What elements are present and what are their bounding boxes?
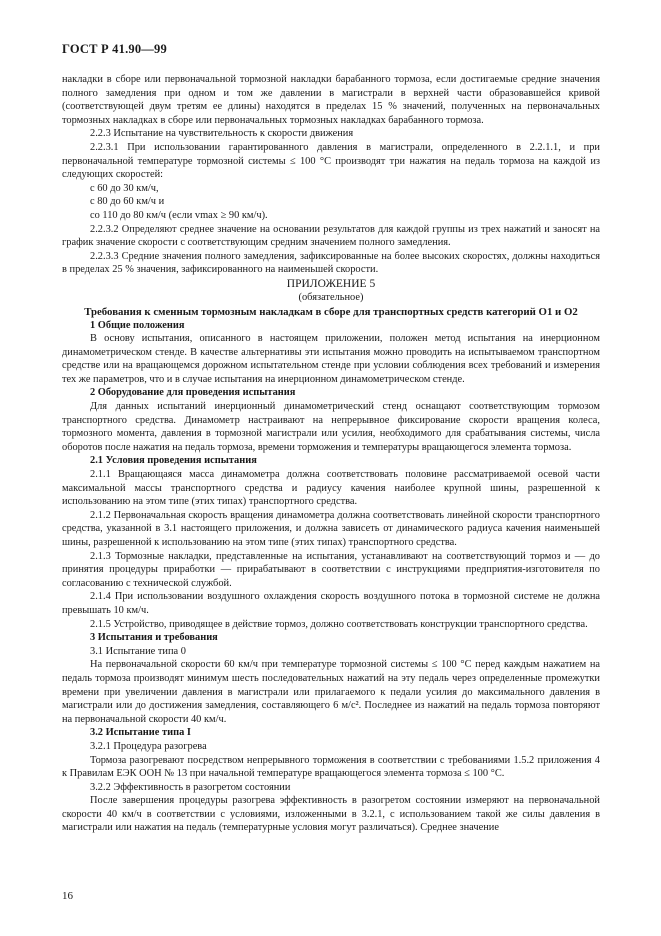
paragraph: 2.1.2 Первоначальная скорость вращения динамометра должна соответствовать линейной скорости транспортного средства, указанной в 3.1 настоящего приложения, и должна зависеть от динамического радиуса качения наименьшей шины, разрешенной к использованию на этом типе (этих типах) транспортного средства. <box>62 509 600 548</box>
paragraph: 3.2.2 Эффективность в разогретом состоянии <box>90 781 291 793</box>
paragraph: 3.2.1 Процедура разогрева <box>90 740 207 752</box>
paragraph: ПРИЛОЖЕНИЕ 5 <box>286 277 376 290</box>
section-heading: 2.1 Условия проведения испытания <box>90 455 257 467</box>
paragraph: 2.2.3.2 Определяют среднее значение на основании результатов для каждой группы из трех нажатий и заносят на график значение скорости с соответствующим средним значением полного замедления. <box>62 223 600 249</box>
section-heading: 3 Испытания и требования <box>90 632 218 644</box>
page-number: 16 <box>62 890 73 902</box>
paragraph: со 110 до 80 км/ч (если vmax ≥ 90 км/ч). <box>90 209 268 221</box>
paragraph: Тормоза разогревают посредством непрерывного торможения в соответствии с требованиями 1.5.2 приложения 4 к Правилам ЕЭК ООН № 13 при начальной температуре вращающегося элемента тормоза ≤ 100 °С. <box>62 754 600 780</box>
paragraph: 2.1.4 При использовании воздушного охлаждения скорость воздушного потока в тормозной системе не должна превышать 10 км/ч. <box>62 591 600 616</box>
paragraph: В основу испытания, описанного в настоящем приложении, положен метод испытания на инерционном динамометрическом стенде. В качестве альтернативы эти испытания можно проводить на испытываемом транспортном средстве или на вращающемся дорожном испытательном стенде при условии соблюдения всех требований и измерения тех же параметров, что и в случае испытания на инерционном динамометрическом стенде. <box>62 333 600 385</box>
standard-header: ГОСТ Р 41.90—99 <box>62 42 167 56</box>
paragraph: После завершения процедуры разогрева эффективность в разогретом состоянии измеряют на первоначальной скорости 40 км/ч в соответствии с условиями, изложенными в 3.2.1, с использованием такой же силы давления в магистрали или нажатия на педаль (температурные условия могут различаться). Среднее значение <box>62 795 600 834</box>
appendix-title: Требования к сменным тормозным накладкам в сборе для транспортных средств категорий O1 и O2 <box>84 305 578 318</box>
paragraph: с 60 до 30 км/ч, <box>90 182 159 194</box>
section-heading: 1 Общие положения <box>90 319 185 331</box>
paragraph: 2.2.3.1 При использовании гарантированного давления в магистрали, определенного в 2.2.1.1, и при первоначальной температуре тормозной системы ≤ 100 °С производят три нажатия на педаль тормоза на каждой из следующих скоростей: <box>62 141 600 181</box>
section-heading: 3.2 Испытание типа I <box>90 727 191 739</box>
paragraph: (обязательное) <box>298 291 364 303</box>
paragraph: с 80 до 60 км/ч и <box>90 196 165 208</box>
paragraph: 3.1 Испытание типа 0 <box>90 645 186 657</box>
paragraph: Для данных испытаний инерционный динамометрический стенд оснащают соответствующим тормозом транспортного средства. Динамометр настраивают на непрерывное фиксирование скорости вращения колеса, тормозного момента, давления в тормозной магистрали или усилия, необходимого для срабатывания системы, числа оборотов после нажатия на педаль тормоза, времени торможения и температуры вращающегося элемента тормоза. <box>62 401 600 453</box>
paragraph: 2.1.3 Тормозные накладки, представленные на испытания, устанавливают на соответствующий тормоз и — до принятия процедуры приработки — прирабатывают в соответствии с инструкциями предприятия-изготовителя по согласованию с технической службой. <box>62 550 600 589</box>
paragraph: 2.2.3 Испытание на чувствительность к скорости движения <box>90 128 354 140</box>
paragraph: На первоначальной скорости 60 км/ч при температуре тормозной системы ≤ 100 °С перед каждым нажатием на педаль тормоза производят минимум шесть последовательных нажатий на эту педаль через определенные промежутки времени при увеличении давления в магистрали или прилагаемого к педали усилия до максимального давления в магистрали или до достижения замедления, составляющего 6 м/с². Последнее из нажатий на педаль тормоза повторяют на первоначальной скорости 40 км/ч. <box>62 659 600 725</box>
section-heading: 2 Оборудование для проведения испытания <box>90 387 296 399</box>
paragraph: 2.1.1 Вращающаяся масса динамометра должна соответствовать половине рассматриваемой осевой части максимальной массы транспортного средства и радиусу качения наиболее крупной шины, разрешенной к использованию на этом типе (этих типах) транспортного средства. <box>62 469 600 508</box>
paragraph: накладки в сборе или первоначальной тормозной накладки барабанного тормоза, если достигаемые средние значения полного замедления при одном и том же давлении в магистрали в верхней части образовавшейся кривой (соответствующей двум третям ее длины) находятся в пределах 15 % значений, полученных на первоначальных тормозных накладках в сборе или первоначальных тормозных накладках барабанного тормоза. <box>62 74 600 126</box>
paragraph: 2.1.5 Устройство, приводящее в действие тормоз, должно соответствовать конструкции транспортного средства. <box>90 618 588 630</box>
document-body <box>62 73 600 835</box>
paragraph: 2.2.3.3 Средние значения полного замедления, зафиксированные на более высоких скоростях, должны находиться в пределах 25 % значения, зафиксированного на наименьшей скорости. <box>62 250 600 276</box>
